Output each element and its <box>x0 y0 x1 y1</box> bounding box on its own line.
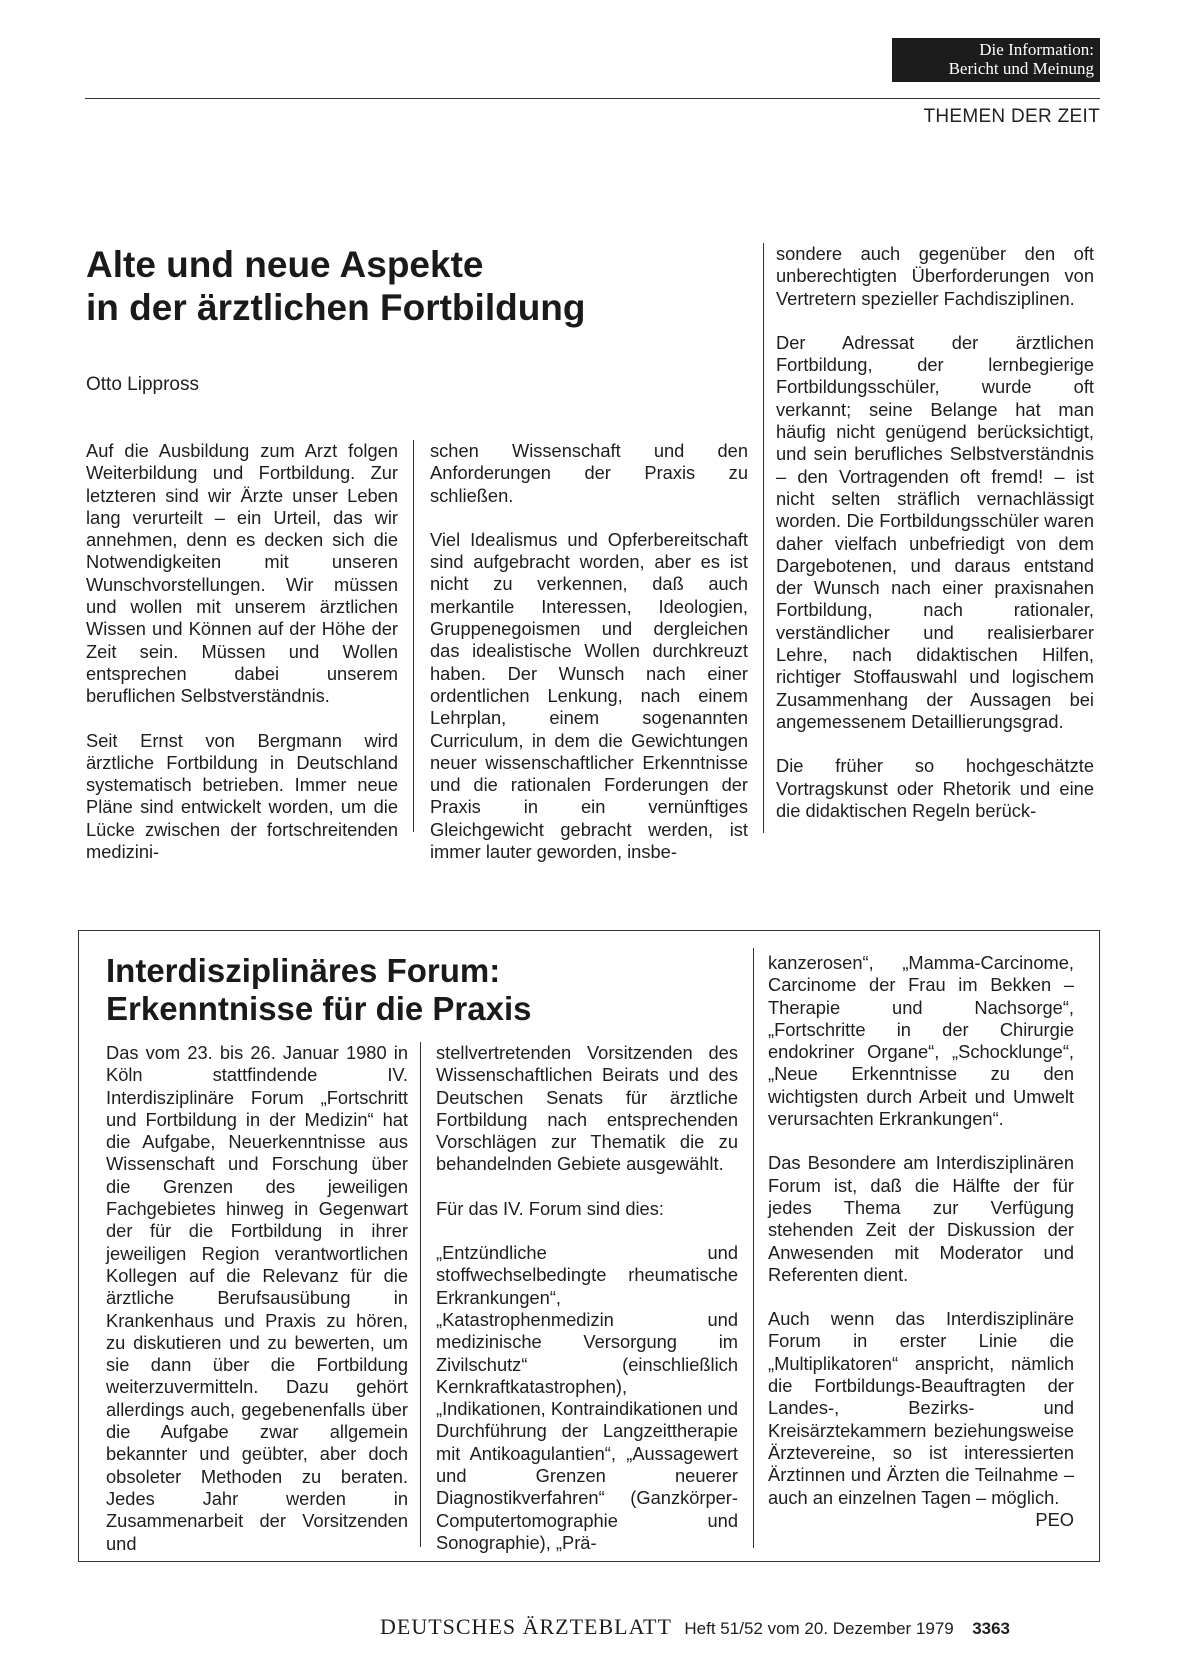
article-title-line-1: Alte und neue Aspekte <box>86 244 484 285</box>
paragraph: schen Wissenschaft und den Anforderungen der Praxis zu schließen. <box>430 440 748 506</box>
issue-info: Heft 51/52 vom 20. Dezember 1979 <box>684 1619 954 1638</box>
paragraph: sondere auch gegenüber den oft unberechtigten Überforderungen von Vertretern spezieller Fachdisziplinen. <box>776 243 1094 309</box>
article-column-3 <box>776 243 1094 822</box>
page-number: 3363 <box>972 1619 1011 1638</box>
column-rule <box>420 1042 421 1547</box>
paragraph-text: Auch wenn das Interdisziplinäre Forum in erster Linie die „Multiplikatoren“ anspricht, nämlich die Fortbildungs-Beauftragten der Landes-, Bezirks- und Kreisärztekammern beziehungsweise Ärztevereine, so ist interessierten Ärztinnen und Ärzten die Teilnahme – auch an einzelnen Tagen – möglich. <box>768 1308 1074 1508</box>
column-rule <box>753 948 754 1548</box>
header-rule <box>85 98 1100 99</box>
column-rule <box>413 440 414 832</box>
paragraph: „Entzündliche und stoffwechselbedingte rheumatische Erkrankungen“, „Katastrophenmedizin und medizinische Versorgung im Zivilschutz“ (einschließlich Kernkraftkatastrophen), „Indikationen, Kontraindikationen und Durchführung der Langzeittherapie mit Antikoagulantien“, „Aussagewert und Grenzen neuerer Diagnostikverfahren“ (Ganzkörper-Computertomographie und Sonographie), „Prä- <box>436 1242 738 1553</box>
paragraph <box>768 1308 1074 1530</box>
page-footer <box>380 1614 1095 1640</box>
rubric-line-2: Bericht und Meinung <box>948 59 1094 78</box>
journal-name: DEUTSCHES ÄRZTEBLATT <box>380 1614 672 1639</box>
paragraph: Die früher so hochgeschätzte Vortragskunst oder Rhetorik und eine die didaktischen Regeln berück- <box>776 755 1094 821</box>
article-column-1 <box>86 440 398 863</box>
article-author: Otto Lippross <box>86 374 199 395</box>
column-rule <box>763 243 764 833</box>
article-title <box>86 243 766 329</box>
paragraph: Das vom 23. bis 26. Januar 1980 in Köln stattfindende IV. Interdisziplinäre Forum „Fortschritt und Fortbildung in der Medizin“ hat die Aufgabe, Neuerkenntnisse aus Wissenschaft und Forschung über die Grenzen des jeweiligen Fachgebietes hinweg in Gegenwart der für die Fortbildung in ihrer jeweiligen Region verantwortlichen Kollegen auf die Relevanz für die ärztliche Berufsausübung in Krankenhaus und Praxis zu hören, zu diskutieren und zu bewerten, um sie dann über die Fortbildung weiterzuvermitteln. Dazu gehört allerdings auch, gegebenenfalls über die Aufgabe zwar allgemein bekannter und geübter, aber doch obsoleter Methoden zu beraten. Jedes Jahr werden in Zusammenarbeit der Vorsitzenden und <box>106 1042 408 1554</box>
paragraph: Viel Idealismus und Opferbereitschaft sind aufgebracht worden, aber es ist nicht zu verkennen, daß auch merkantile Interessen, Ideologien, Gruppenegoismen und dergleichen das idealistische Wollen durchkreuzt haben. Der Wunsch nach einer ordentlichen Lenkung, nach einem Lehrplan, einem sogenannten Curriculum, in dem die Gewichtungen neuer wissenschaftlicher Erkenntnisse und die rationalen Forderungen der Praxis in ein vernünftiges Gleichgewicht gebracht werden, ist immer lauter geworden, insbe- <box>430 528 748 863</box>
forum-column-3 <box>768 952 1074 1531</box>
paragraph: Das Besondere am Interdisziplinären Forum ist, daß die Hälfte der für jedes Thema zur Verfügung stehenden Zeit der Diskussion der Anwesenden mit Moderator und Referenten dient. <box>768 1152 1074 1285</box>
rubric-box <box>892 38 1100 82</box>
article-title-line-2: in der ärztlichen Fortbildung <box>86 287 586 328</box>
paragraph: Der Adressat der ärztlichen Fortbildung, der lernbegierige Fortbildungsschüler, wurde oft verkannt; seine Belange hat man häufig nicht genügend berücksichtigt, und sein berufliches Selbstverständnis – den Vortragenden oft fremd! – ist nicht selten sträflich vernachlässigt worden. Die Fortbildungsschüler waren daher vielfach unbefriedigt von dem Dargebotenen, und daraus entstand der Wunsch nach einer praxisnahen Fortbildung, nach rationaler, verständlicher und realisierbarer Lehre, nach didaktischen Hilfen, richtiger Stoffauswahl und logischem Zusammenhang der Aussagen bei angemessenem Detaillierungsgrad. <box>776 331 1094 732</box>
paragraph: Für das IV. Forum sind dies: <box>436 1197 664 1219</box>
paragraph: stellvertretenden Vorsitzenden des Wissenschaftlichen Beirats und des Deutschen Senats für ärztliche Fortbildung nach entsprechenden Vorschlägen zur Thematik die zu behandelnden Gebiete ausgewählt. <box>436 1042 738 1175</box>
forum-column-1 <box>106 1042 408 1555</box>
forum-column-2 <box>436 1042 738 1554</box>
forum-title-line-2: Erkenntnisse für die Praxis <box>106 990 532 1027</box>
forum-title <box>106 952 706 1028</box>
article-column-2 <box>430 440 748 863</box>
rubric-line-1: Die Information: <box>979 40 1094 59</box>
paragraph: kanzerosen“, „Mamma-Carcinome, Carcinome der Frau im Bekken – Therapie und Nachsorge“, „Fortschritte in der Chirurgie endokriner Organe“, „Schocklunge“, „Neue Erkenntnisse zu den wichtigsten durch Arbeit und Umwelt verursachten Erkrankungen“. <box>768 952 1074 1130</box>
section-label: THEMEN DER ZEIT <box>923 106 1100 127</box>
paragraph: Seit Ernst von Bergmann wird ärztliche Fortbildung in Deutschland systematisch betrieben. Immer neue Pläne sind entwickelt worden, um die Lücke zwischen der fortschreitenden medizini- <box>86 729 398 863</box>
forum-title-line-1: Interdisziplinäres Forum: <box>106 952 501 989</box>
author-signature: PEO <box>1035 1508 1074 1530</box>
paragraph: Auf die Ausbildung zum Arzt folgen Weiterbildung und Fortbildung. Zur letzteren sind wir Ärzte unser Leben lang verurteilt – ein Urteil, das wir annehmen, denn es decken sich die Notwendigkeiten mit unseren Wunschvorstellungen. Wir müssen und wollen mit unserem ärztlichen Wissen und Können auf der Höhe der Zeit sein. Müssen und Wollen entsprechen dabei unserem beruflichen Selbstverständnis. <box>86 440 398 707</box>
